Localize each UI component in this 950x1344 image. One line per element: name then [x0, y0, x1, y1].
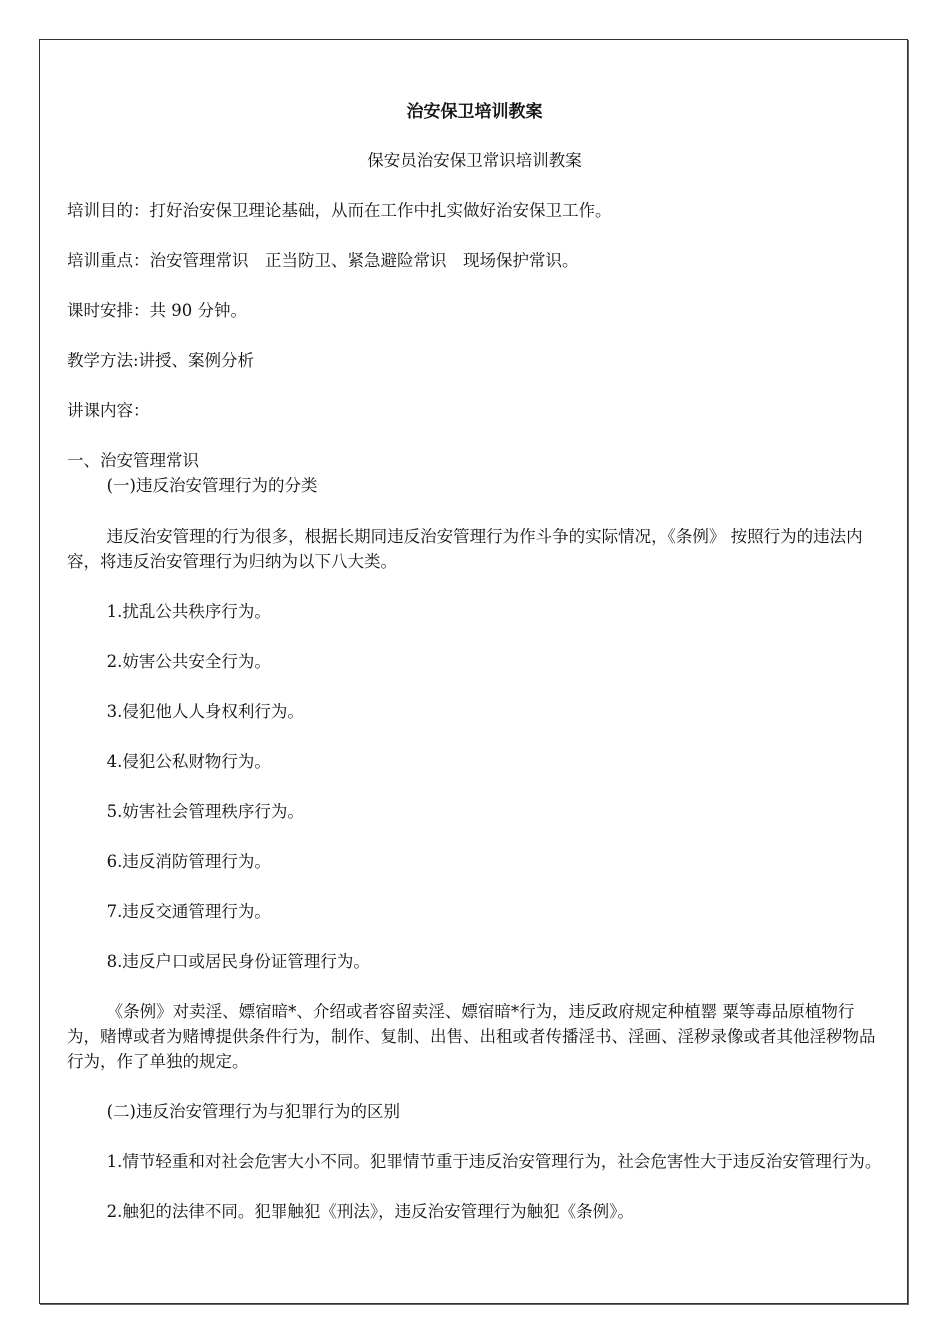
list-item: 8.违反户口或居民身份证管理行为。	[106, 952, 370, 971]
list-item: 1.扰乱公共秩序行为。	[106, 602, 271, 621]
document-body	[67, 100, 882, 1249]
classification-intro: 违反治安管理的行为很多，根据长期同违反治安管理行为作斗争的实际情况，《条例》 按照行为的违法内容，将违反治安管理行为归纳为以下八大类。	[67, 527, 863, 571]
list-item: 6.违反消防管理行为。	[106, 852, 271, 871]
teaching-method: 教学方法:讲授、案例分析	[67, 351, 255, 370]
subsection-heading-1: (一)违反治安管理行为的分类	[106, 476, 318, 495]
class-hours: 课时安排：共 90 分钟。	[67, 301, 247, 320]
document-subtitle: 保安员治安保卫常识培训教案	[367, 151, 582, 170]
document-title: 治安保卫培训教案	[406, 102, 543, 122]
training-focus: 培训重点：治安管理常识 正当防卫、紧急避险常识 现场保护常识。	[67, 251, 579, 270]
list-item: 4.侵犯公私财物行为。	[106, 752, 271, 771]
difference-item: 2.触犯的法律不同。犯罪触犯《刑法》，违反治安管理行为触犯《条例》。	[106, 1202, 634, 1221]
special-provisions-paragraph: 《条例》对卖淫、嫖宿暗*、介绍或者容留卖淫、嫖宿暗*行为，违反政府规定种植罂 粟等毒品原植物行为，赌博或者为赌博提供条件行为，制作、复制、出售、出租或者传播淫书、淫画、淫秽录像或者其他淫秽物品行为，作了单独的规定。	[67, 1002, 876, 1071]
training-purpose: 培训目的：打好治安保卫理论基础，从而在工作中扎实做好治安保卫工作。	[67, 201, 612, 220]
difference-item: 1.情节轻重和对社会危害大小不同。犯罪情节重于违反治安管理行为，社会危害性大于违反治安管理行为。	[106, 1152, 882, 1171]
list-item: 2.妨害公共安全行为。	[106, 652, 271, 671]
list-item: 3.侵犯他人人身权利行为。	[106, 702, 304, 721]
subsection-heading-2: (二)违反治安管理行为与犯罪行为的区别	[106, 1102, 400, 1121]
list-item: 7.违反交通管理行为。	[106, 902, 271, 921]
list-item: 5.妨害社会管理秩序行为。	[106, 802, 304, 821]
section-heading-1: 一、治安管理常识	[67, 451, 199, 470]
lecture-content-label: 讲课内容：	[67, 401, 150, 420]
